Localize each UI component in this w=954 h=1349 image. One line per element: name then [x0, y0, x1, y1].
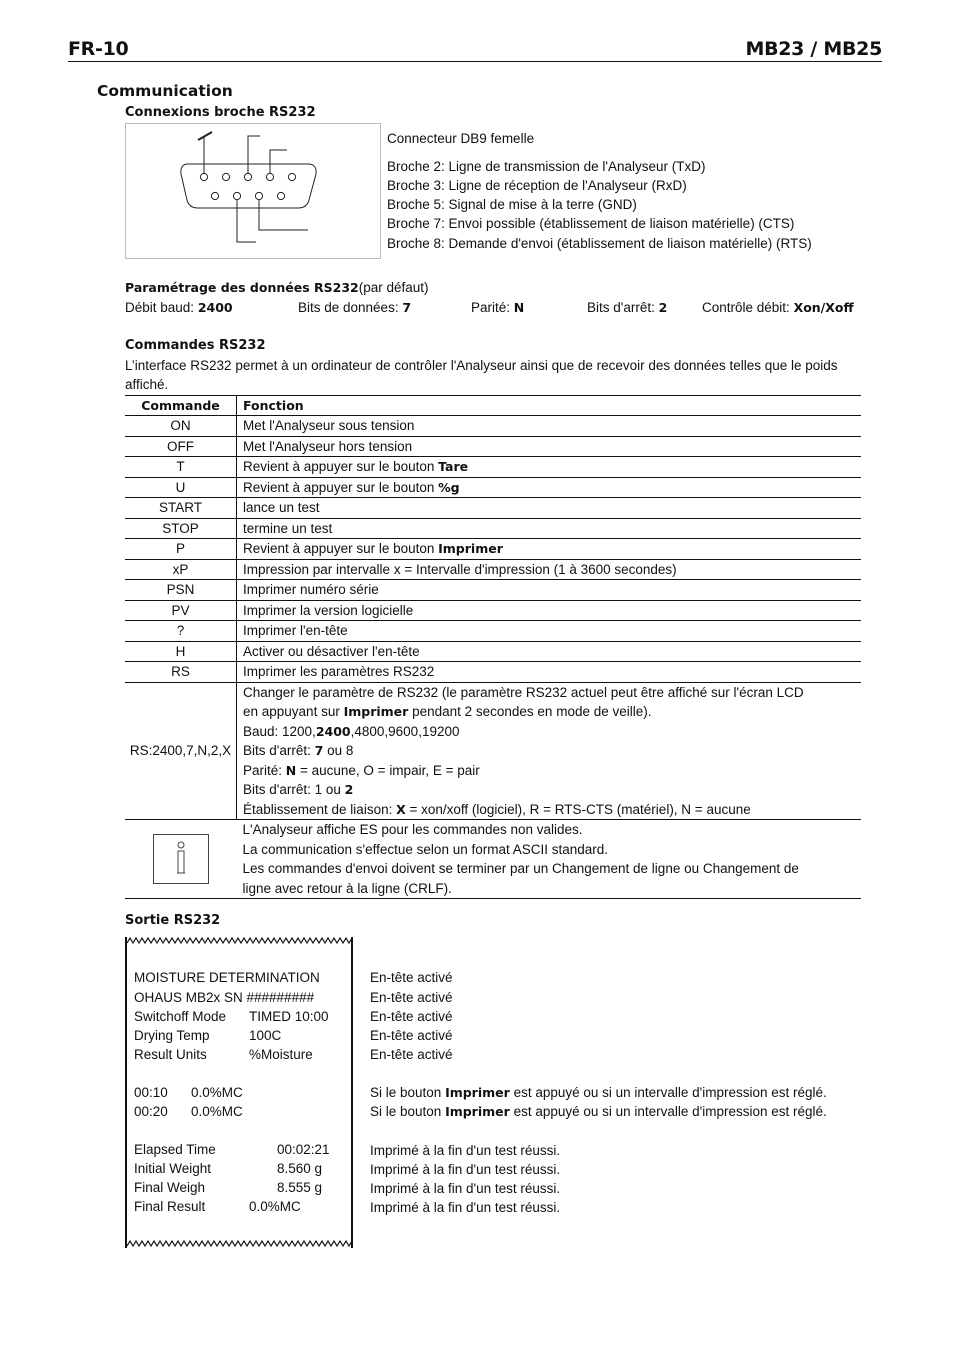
table-row-note	[125, 820, 861, 899]
table-row	[125, 580, 861, 601]
ticket-value: 00:02:21	[277, 1142, 330, 1157]
param-baud: Débit baud: 2400	[125, 300, 233, 315]
command-cell: RS	[125, 662, 237, 683]
table-row	[125, 621, 861, 642]
output-desc: En-tête activé	[370, 970, 453, 985]
db9-connector-figure	[125, 123, 381, 259]
col-function: Fonction	[237, 396, 862, 416]
page-number: FR-10	[68, 38, 129, 60]
command-cell: ON	[125, 416, 237, 437]
table-row	[125, 498, 861, 519]
command-cell: H	[125, 641, 237, 662]
param-stop-bits: Bits d'arrêt: 2	[587, 300, 668, 315]
output-title: Sortie RS232	[125, 913, 221, 928]
ticket-line: Drying Temp	[134, 1028, 210, 1043]
function-cell: termine un test	[237, 518, 862, 539]
table-row	[125, 559, 861, 580]
output-desc: Imprimé à la fin d'un test réussi.	[370, 1181, 561, 1196]
param-parity: Parité: N	[471, 300, 525, 315]
function-cell: Activer ou désactiver l'en-tête	[237, 641, 862, 662]
command-cell: OFF	[125, 436, 237, 457]
table-row	[125, 457, 861, 478]
ticket-value: 0.0%MC	[191, 1104, 243, 1119]
ticket-line: Final Weigh	[134, 1180, 206, 1195]
output-desc: Si le bouton Imprimer est appuyé ou si un intervalle d'impression est réglé.	[370, 1104, 827, 1119]
ticket-line: Result Units	[134, 1047, 207, 1062]
function-cell: Imprimer numéro série	[237, 580, 862, 601]
col-command: Commande	[125, 396, 237, 416]
pin-line: Broche 2: Ligne de transmission de l'Analyseur (TxD)	[387, 159, 706, 174]
command-cell: PSN	[125, 580, 237, 601]
function-cell: Impression par intervalle x = Intervalle d'impression (1 à 3600 secondes)	[237, 559, 862, 580]
pin-line: Broche 7: Envoi possible (établissement de liaison matérielle) (CTS)	[387, 216, 795, 231]
table-row	[125, 518, 861, 539]
ticket-line: Initial Weight	[134, 1161, 212, 1176]
ticket-value: 8.560 g	[277, 1161, 323, 1176]
command-cell: STOP	[125, 518, 237, 539]
output-desc: Imprimé à la fin d'un test réussi.	[370, 1143, 561, 1158]
params-title: Paramétrage des données RS232	[125, 280, 359, 295]
note-cell: L'Analyseur affiche ES pour les commandes non valides. La communication s'effectue selon un format ASCII standard. Les commandes d'envoi doivent se terminer par un Changement de ligne ou Changement de ligne avec retour à la ligne (CRLF).	[237, 820, 862, 899]
ticket-line: OHAUS MB2x SN #########	[134, 990, 315, 1005]
printout-ticket	[125, 935, 353, 1250]
model-title: MB23 / MB25	[745, 38, 882, 60]
command-cell: START	[125, 498, 237, 519]
command-cell: P	[125, 539, 237, 560]
ticket-line: Final Result	[134, 1199, 206, 1214]
command-cell: ?	[125, 621, 237, 642]
ticket-value: 8.555 g	[277, 1180, 323, 1195]
output-desc: Imprimé à la fin d'un test réussi.	[370, 1200, 561, 1215]
ticket-value: 0.0%MC	[191, 1085, 243, 1100]
param-data-bits: Bits de données: 7	[298, 300, 412, 315]
pin-line: Broche 8: Demande d'envoi (établissement de liaison matérielle) (RTS)	[387, 236, 812, 251]
function-cell: Revient à appuyer sur le bouton %g	[237, 477, 862, 498]
param-flow-control: Contrôle débit: Xon/Xoff	[702, 300, 854, 315]
params-suffix: (par défaut)	[358, 280, 429, 295]
command-cell: T	[125, 457, 237, 478]
function-cell: Met l'Analyseur sous tension	[237, 416, 862, 437]
pins-title: Connexions broche RS232	[125, 105, 316, 120]
output-desc: En-tête activé	[370, 1028, 453, 1043]
ticket-value: TIMED 10:00	[249, 1009, 329, 1024]
connector-type: Connecteur DB9 femelle	[387, 131, 535, 146]
table-row	[125, 416, 861, 437]
ticket-line: Elapsed Time	[134, 1142, 216, 1157]
commands-title: Commandes RS232	[125, 338, 266, 353]
output-desc: En-tête activé	[370, 1047, 453, 1062]
function-cell: Changer le paramètre de RS232 (le paramètre RS232 actuel peut être affiché sur l'écran LCD en appuyant sur Imprimer pendant 2 secondes en mode de veille). Baud: 1200,2400,4800,9600,19200 Bits d'arrêt: 7 ou 8 Parité: N = aucune, O = impair, E = pair Bits d'arrêt: 1 ou 2 Établissement de liaison: X = xon/xoff (logiciel), R = RTS-CTS (matériel), N = aucune	[237, 682, 862, 820]
commands-table	[125, 395, 861, 899]
table-row	[125, 600, 861, 621]
table-header-row	[125, 396, 861, 416]
function-cell: Imprimer l'en-tête	[237, 621, 862, 642]
ticket-value: 0.0%MC	[249, 1199, 301, 1214]
command-cell: U	[125, 477, 237, 498]
pin-line: Broche 3: Ligne de réception de l'Analyseur (RxD)	[387, 178, 687, 193]
ticket-value: 100C	[249, 1028, 282, 1043]
function-cell: Imprimer la version logicielle	[237, 600, 862, 621]
header-rule	[68, 61, 882, 62]
commands-intro-cont: affiché.	[125, 377, 169, 392]
ticket-line: Switchoff Mode	[134, 1009, 227, 1024]
ticket-line: MOISTURE DETERMINATION	[134, 970, 320, 985]
params-heading	[125, 280, 429, 295]
function-cell: Revient à appuyer sur le bouton Tare	[237, 457, 862, 478]
function-cell: lance un test	[237, 498, 862, 519]
command-cell: RS:2400,7,N,2,X	[125, 682, 237, 820]
command-cell: xP	[125, 559, 237, 580]
function-cell: Revient à appuyer sur le bouton Imprimer	[237, 539, 862, 560]
pin-line: Broche 5: Signal de mise à la terre (GND)	[387, 197, 637, 212]
table-row	[125, 539, 861, 560]
output-desc: Imprimé à la fin d'un test réussi.	[370, 1162, 561, 1177]
table-row-rs-settings	[125, 682, 861, 820]
command-cell: PV	[125, 600, 237, 621]
function-cell: Met l'Analyseur hors tension	[237, 436, 862, 457]
table-row	[125, 641, 861, 662]
ticket-line: 00:20	[134, 1104, 168, 1119]
section-title: Communication	[97, 82, 233, 100]
commands-intro: L’interface RS232 permet à un ordinateur de contrôler l'Analyseur ainsi que de recevoir des données telles que le poids	[125, 358, 838, 373]
ticket-line: 00:10	[134, 1085, 168, 1100]
output-desc: En-tête activé	[370, 1009, 453, 1024]
info-icon	[153, 834, 209, 884]
output-desc: Si le bouton Imprimer est appuyé ou si un intervalle d'impression est réglé.	[370, 1085, 827, 1100]
table-row	[125, 436, 861, 457]
table-row	[125, 477, 861, 498]
ticket-value: %Moisture	[249, 1047, 313, 1062]
db9-connector-icon	[126, 124, 380, 258]
function-cell: Imprimer les paramètres RS232	[237, 662, 862, 683]
note-icon-cell	[125, 820, 237, 899]
table-row	[125, 662, 861, 683]
output-desc: En-tête activé	[370, 990, 453, 1005]
